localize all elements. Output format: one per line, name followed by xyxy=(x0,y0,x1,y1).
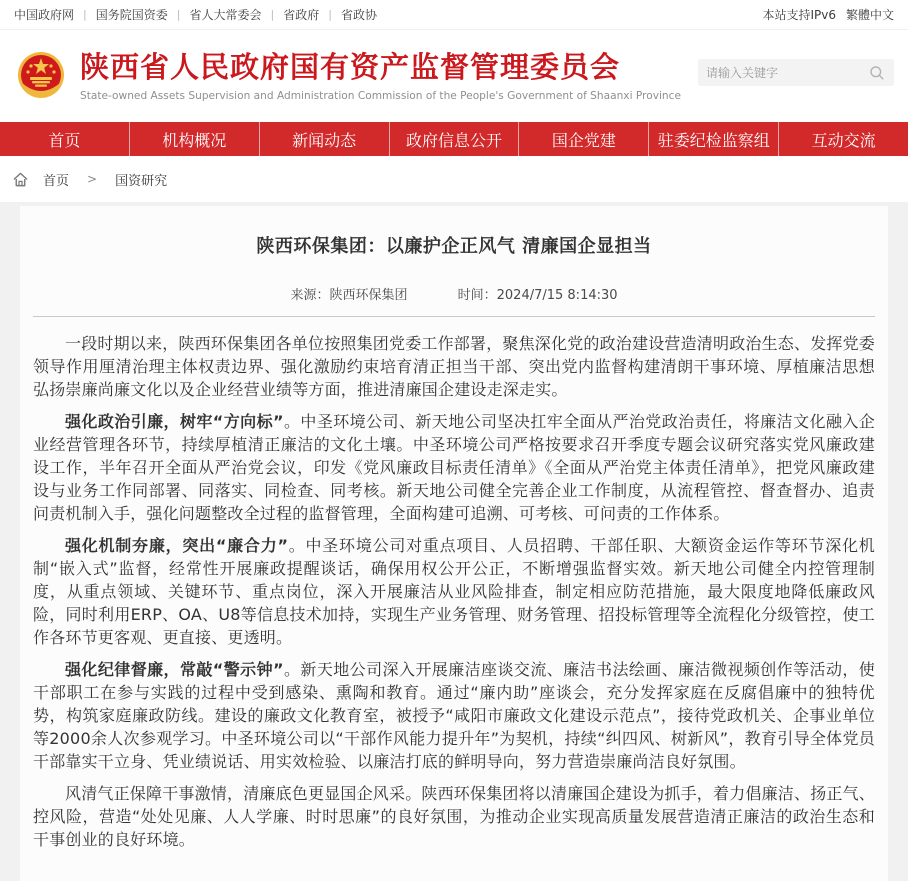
article-meta xyxy=(33,284,875,303)
search-box xyxy=(698,59,894,86)
paragraph-lead: 强化纪律督廉，常敲“警示钟” xyxy=(65,660,284,679)
article-body xyxy=(33,332,875,851)
nav-item-5[interactable]: 驻委纪检监察组 xyxy=(649,122,779,156)
search-icon[interactable] xyxy=(868,64,886,82)
title-divider xyxy=(33,316,875,317)
nav-item-0[interactable]: 首页 xyxy=(0,122,130,156)
topbar-right xyxy=(762,6,894,23)
site-title-chinese: 陕西省人民政府国有资产监督管理委员会 xyxy=(80,50,621,84)
article-source: 来源：陕西环保集团 xyxy=(290,288,408,303)
national-emblem-logo[interactable] xyxy=(14,49,68,103)
search-input[interactable] xyxy=(706,66,868,80)
article-paragraph: 风清气正保障干事激情，清廉底色更显国企风采。陕西环保集团将以清廉国企建设为抓手，着力倡廉洁、扬正气、控风险，营造“处处见廉、人人学廉、时时思廉”的良好氛围，为推动企业实现高质量发展营造清正廉洁的政治生态和干事创业的良好环境。 xyxy=(33,784,876,849)
topbar-link[interactable]: 国务院国资委 xyxy=(95,8,168,22)
traditional-chinese-link[interactable]: 繁體中文 xyxy=(845,8,894,22)
topbar-link[interactable]: 省政协 xyxy=(340,8,377,22)
site-title-english: State-owned Assets Supervision and Administration Commission of the People's Government of Shaanxi Province xyxy=(80,90,681,102)
article-paragraph: 强化机制夯廉，突出“廉合力”。中圣环境公司对重点项目、人员招聘、干部任职、大额资金运作等环节深化机制“嵌入式”监督，经常性开展廉政提醒谈话，确保用权公开公正，不断增强监督实效。新天地公司健全内控管理制度，从重点领域、关键环节、重点岗位，深入开展廉洁从业风险排查，制定相应防范措施，最大限度地降低廉政风险，同时利用ERP、OA、U8等信息技术加持，实现生产业务管理、财务管理、招投标管理等全流程化分级管控，使工作各环节更客观、更直接、更透明。 xyxy=(33,536,875,647)
paragraph-lead: 强化机制夯廉，突出“廉合力” xyxy=(65,536,289,555)
ipv6-support-label: 本站支持IPv6 xyxy=(762,8,836,22)
breadcrumb-home[interactable]: 首页 xyxy=(43,173,70,189)
home-icon[interactable] xyxy=(12,171,29,188)
topbar-link-separator: | xyxy=(176,8,181,21)
topbar-link-separator: | xyxy=(328,8,332,21)
topbar-link[interactable]: 省政府 xyxy=(283,8,320,22)
article-paragraph: 一段时期以来，陕西环保集团各单位按照集团党委工作部署，聚焦深化党的政治建设营造清明政治生态、发挥党委领导作用厘清治理主体权责边界、强化激励约束培育清正担当干部、突出党内监督构建清朗干事环境、厚植廉洁思想弘扬崇廉尚廉文化以及企业经营业绩等方面，推进清廉国企建设走深走实。 xyxy=(33,334,876,399)
article-title: 陕西环保集团：以廉护企正风气 清廉国企显担当 xyxy=(256,236,652,257)
nav-item-3[interactable]: 政府信息公开 xyxy=(390,122,520,156)
topbar-link[interactable]: 中国政府网 xyxy=(14,8,75,22)
article-paragraph: 强化政治引廉，树牢“方向标”。中圣环境公司、新天地公司坚决扛牢全面从严治党政治责任，将廉洁文化融入企业经营管理各环节，持续厚植清正廉洁的文化土壤。中圣环境公司严格按要求召开季度专题会议研究落实党风廉政建设工作，半年召开全面从严治党会议，印发《党风廉政目标责任清单》《全面从严治党主体责任清单》，把党风廉政建设与业务工作同部署、同落实、同检查、同考核。新天地公司健全完善企业工作制度，从流程管控、督查督办、追责问责机制入手，强化问题整改全过程的监督管理，全面构建可追溯、可考核、可问责的工作体系。 xyxy=(33,412,875,523)
topbar-link-separator: | xyxy=(270,8,275,21)
topbar-link[interactable]: 省人大常委会 xyxy=(189,8,262,22)
article-paragraph: 强化纪律督廉，常敲“警示钟”。新天地公司深入开展廉洁座谈交流、廉洁书法绘画、廉洁微视频创作等活动，使干部职工在参与实践的过程中受到感染、熏陶和教育。通过“廉内助”座谈会，充分发挥家庭在反腐倡廉中的独特优势，构筑家庭廉政防线。建设的廉政文化教育室，被授予“咸阳市廉政文化建设示范点”，接待党政机关、企事业单位等2000余人次参观学习。中圣环境公司以“干部作风能力提升年”为契机，持续“纠四风、树新风”，教育引导全体党员干部靠实干立身、凭业绩说话、用实效检验、以廉洁打底的鲜明导向，努力营造崇廉尚洁良好氛围。 xyxy=(33,660,875,771)
paragraph-lead: 强化政治引廉，树牢“方向标” xyxy=(65,412,284,431)
site-header xyxy=(0,30,908,122)
article-time: 时间：2024/7/15 8:14:30 xyxy=(457,288,618,303)
breadcrumb-separator: > xyxy=(87,172,98,186)
nav-item-4[interactable]: 国企党建 xyxy=(519,122,649,156)
nav-item-1[interactable]: 机构概况 xyxy=(130,122,260,156)
nav-item-6[interactable]: 互动交流 xyxy=(811,130,876,150)
main-nav xyxy=(0,122,908,156)
breadcrumb-current[interactable]: 国资研究 xyxy=(115,173,168,189)
breadcrumb xyxy=(0,156,908,202)
top-utility-bar xyxy=(0,0,908,30)
article-card xyxy=(20,206,888,881)
topbar-link-separator: | xyxy=(83,8,87,21)
nav-item-2[interactable]: 新闻动态 xyxy=(260,122,390,156)
topbar-links xyxy=(14,6,377,23)
site-title-block xyxy=(80,50,681,102)
